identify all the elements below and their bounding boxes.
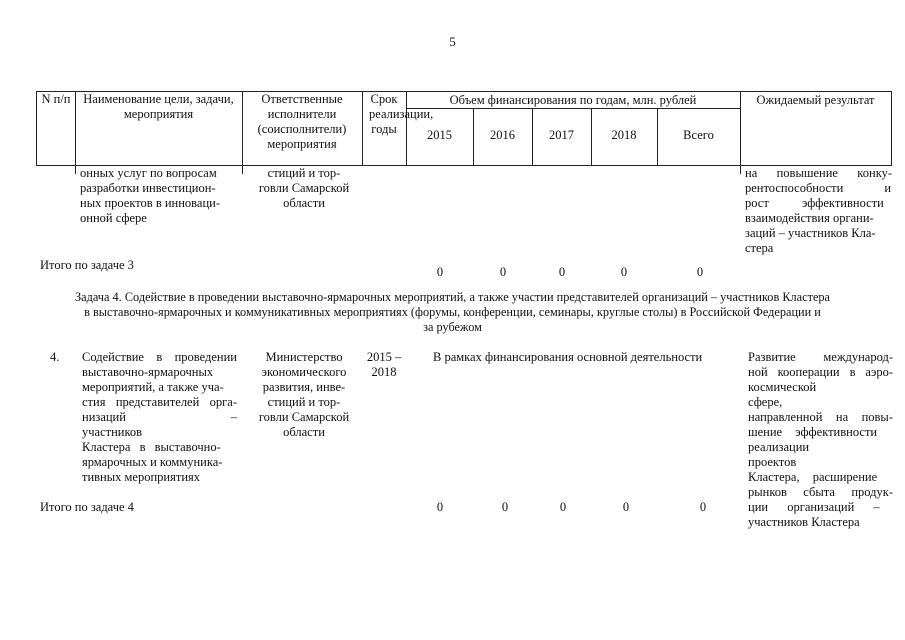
row4-result-line: ной кооперации в аэро- — [748, 365, 893, 379]
row4-result-line: космической сфере, — [748, 380, 817, 409]
continuation-result-line: рентоспособности и — [745, 181, 892, 195]
total-task4-2017: 0 — [559, 500, 567, 514]
header-name: Наименование цели, задачи, мероприятия — [83, 92, 234, 121]
header-num-cell — [36, 91, 76, 166]
row4-name — [82, 350, 237, 485]
row4-name-line: ярмарочных и коммуника- — [82, 455, 223, 469]
continuation-name-line: онных услуг по вопросам — [80, 166, 217, 180]
row4-result-line: ции организаций – — [748, 500, 880, 514]
total-task4-2016: 0 — [501, 500, 509, 514]
row4-result-line: Кластера, расширение — [748, 470, 878, 484]
row4-term: 2015 – 2018 — [366, 350, 402, 379]
row4-name-line: тивных мероприятиях — [82, 470, 201, 484]
row4-exec-line: говли Самарской — [258, 410, 350, 424]
row4-exec-line: стиций и тор- — [267, 395, 341, 409]
header-num: N п/п — [41, 92, 71, 106]
row4-result — [748, 350, 893, 530]
row4-name-line: Содействие в проведении — [82, 350, 237, 364]
continuation-exec-line: стиций и тор- — [267, 166, 341, 180]
row4-financing: В рамках финансирования основной деятельности — [433, 350, 703, 364]
row4-name-line: выставочно-ярмарочных — [82, 365, 214, 379]
header-term: Срок реализации, годы — [369, 92, 434, 136]
row4-name-line: стия представителей орга- — [82, 395, 237, 409]
header-exec: Ответственные исполнители (соисполнители) мероприятия — [257, 92, 347, 151]
continuation-exec-line: области — [283, 196, 325, 210]
header-year-2017-cell — [532, 108, 592, 166]
continuation-exec-line: говли Самарской — [258, 181, 350, 195]
row4-result-line: рынков сбыта продук- — [748, 485, 893, 499]
header-year-2017: 2017 — [549, 128, 574, 142]
total-task4-2015: 0 — [436, 500, 444, 514]
continuation-name — [80, 166, 238, 226]
header-year-2016-cell — [473, 108, 533, 166]
continuation-result-line: взаимодействия органи- — [745, 211, 874, 225]
row4-exec-line: области — [283, 425, 325, 439]
header-finance: Объем финансирования по годам, млн. рублей — [449, 93, 697, 107]
total-task3-2017: 0 — [558, 265, 566, 279]
header-name-cell — [75, 91, 243, 166]
header-year-2015-cell — [406, 108, 474, 166]
continuation-name-line: онной сфере — [80, 211, 147, 225]
header-year-2016: 2016 — [490, 128, 515, 142]
continuation-name-line: ных проектов в инноваци- — [80, 196, 221, 210]
task4-heading-line: Задача 4. Содействие в проведении выставочно-ярмарочных мероприятий, а также участии представителей организаций – участников Кластера — [74, 290, 831, 304]
row4-result-line: участников Кластера — [748, 515, 860, 529]
continuation-result-line: рост эффективности — [745, 196, 884, 210]
header-year-2018-cell — [591, 108, 658, 166]
row4-result-line: Развитие международ- — [748, 350, 893, 364]
divider — [242, 166, 243, 174]
row4-name-line: Кластера в выставочно- — [82, 440, 221, 454]
row4-number: 4. — [50, 350, 60, 364]
header-result-cell — [740, 91, 892, 166]
row4-result-line: реализации проектов — [748, 440, 810, 469]
row4-result-line: направленной на повы- — [748, 410, 893, 424]
header-year-2018: 2018 — [611, 128, 637, 142]
total-task4-label: Итого по задаче 4 — [40, 500, 134, 514]
total-task4-total: 0 — [699, 500, 707, 514]
total-task4-2018: 0 — [622, 500, 630, 514]
divider — [740, 166, 741, 174]
continuation-result-line: заций – участников Кла- — [745, 226, 876, 240]
header-finance-cell — [406, 91, 741, 109]
header-result: Ожидаемый результат — [756, 93, 875, 107]
total-task3-label: Итого по задаче 3 — [40, 258, 134, 272]
task4-heading-line: за рубежом — [423, 320, 482, 334]
row4-exec-line: Министерство — [265, 350, 343, 364]
row4-name-line: мероприятий, а также уча- — [82, 380, 224, 394]
task4-heading — [30, 290, 875, 335]
header-exec-cell — [242, 91, 363, 166]
continuation-result-line: стера — [745, 241, 774, 255]
header-total: Всего — [683, 128, 714, 142]
continuation-name-line: разработки инвестицион- — [80, 181, 216, 195]
continuation-result — [745, 166, 892, 256]
divider — [75, 166, 76, 174]
total-task3-2016: 0 — [499, 265, 507, 279]
total-task3-total: 0 — [696, 265, 704, 279]
continuation-result-line: на повышение конку- — [745, 166, 892, 180]
continuation-executor — [248, 166, 360, 211]
row4-exec-line: экономического — [261, 365, 347, 379]
page-number: 5 — [449, 34, 456, 49]
header-total-cell — [657, 108, 741, 166]
row4-exec-line: развития, инве- — [262, 380, 346, 394]
row4-result-line: шение эффективности — [748, 425, 878, 439]
row4-executor — [248, 350, 360, 440]
total-task3-2015: 0 — [436, 265, 444, 279]
header-year-2015: 2015 — [427, 128, 452, 142]
header-term-cell — [362, 91, 434, 166]
row4-name-line: низаций – участников — [82, 410, 237, 439]
task4-heading-line: в выставочно-ярмарочных и коммуникативных мероприятиях (форумы, конференции, семинары, круглые столы) в Российской Федерации и — [84, 305, 821, 319]
total-task3-2018: 0 — [620, 265, 628, 279]
